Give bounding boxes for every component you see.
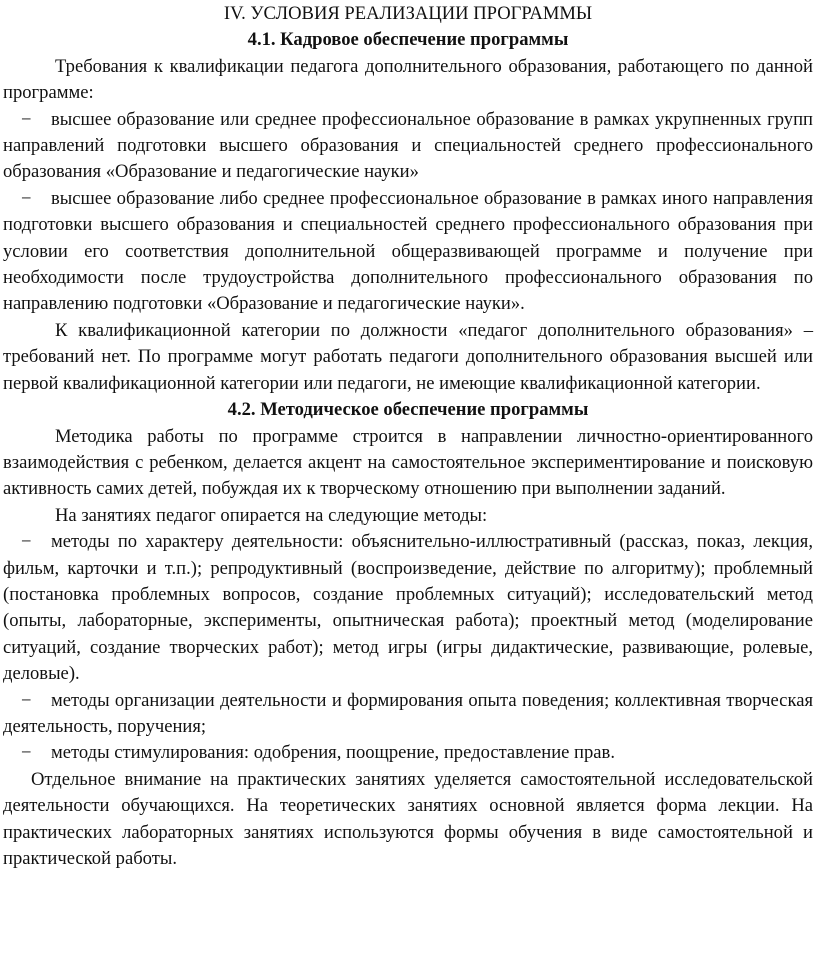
paragraph-methodology: Методика работы по программе строится в направлении личностно-ориентированного взаимодействия с ребенком, делается акцент на самостоятельное экспериментирование и поисковую активность самих детей, побуждая их к творческому отношению при выполнении заданий. — [3, 425, 813, 500]
bullet-dash: − — [21, 742, 32, 764]
list-item-text: методы стимулирования: одобрения, поощрение, предоставление прав. — [51, 742, 615, 764]
list-item — [3, 186, 813, 318]
list-item — [3, 107, 813, 186]
list-item-text: высшее образование или среднее профессиональное образование в рамках укрупненных групп направлений подготовки высшего образования и специальностей среднего профессионального образования «Образование и педагогические науки» — [3, 108, 813, 183]
section-heading-staffing: 4.1. Кадровое обеспечение программы — [247, 29, 569, 51]
paragraph-qualification-category: К квалификационной категории по должности «педагог дополнительного образования» – требований нет. По программе могут работать педагоги дополнительного образования высшей или первой квалификационной категории или педагоги, не имеющие квалификационной категории. — [3, 319, 813, 394]
list-item-text: методы по характеру деятельности: объяснительно-иллюстративный (рассказ, показ, лекция, фильм, карточки и т.п.); репродуктивный (воспроизведение, действие по алгоритму); проблемный (постановка проблемных вопросов, создание проблемных ситуаций); исследовательский метод (опыты, лабораторные, эксперименты, опытническая работа); проектный метод (моделирование ситуаций, создание творческих работ); метод игры (игры дидактические, развивающие, ролевые, деловые). — [3, 531, 813, 685]
bullet-dash: − — [21, 689, 32, 711]
bullet-dash: − — [21, 187, 32, 209]
bullet-dash: − — [21, 108, 32, 130]
section-heading-methodology: 4.2. Методическое обеспечение программы — [227, 399, 589, 421]
document-title: IV. УСЛОВИЯ РЕАЛИЗАЦИИ ПРОГРАММЫ — [223, 3, 593, 24]
list-item-text: высшее образование либо среднее профессиональное образование в рамках иного направления подготовки высшего образования и специальностей среднего профессионального образования при условии его соответствия дополнительной общеразвивающей программе и получение при необходимости после трудоустройства дополнительного профессионального образования по направлению подготовки «Образование и педагогические науки». — [3, 187, 813, 315]
list-item — [3, 688, 813, 741]
paragraph-requirements-intro: Требования к квалификации педагога дополнительного образования, работающего по данной программе: — [3, 55, 813, 104]
paragraph-practical-work: Отдельное внимание на практических занятиях уделяется самостоятельной исследовательской деятельности обучающихся. На теоретических занятиях основной является форма лекции. На практических лабораторных занятиях используются формы обучения в виде самостоятельной и практической работы. — [3, 768, 813, 869]
paragraph-methods-intro: На занятиях педагог опирается на следующие методы: — [55, 504, 488, 526]
bullet-dash: − — [21, 531, 32, 553]
list-item — [3, 740, 813, 766]
list-item-text: методы организации деятельности и формирования опыта поведения; коллективная творческая деятельность, поручения; — [3, 689, 813, 737]
list-item — [3, 529, 813, 687]
